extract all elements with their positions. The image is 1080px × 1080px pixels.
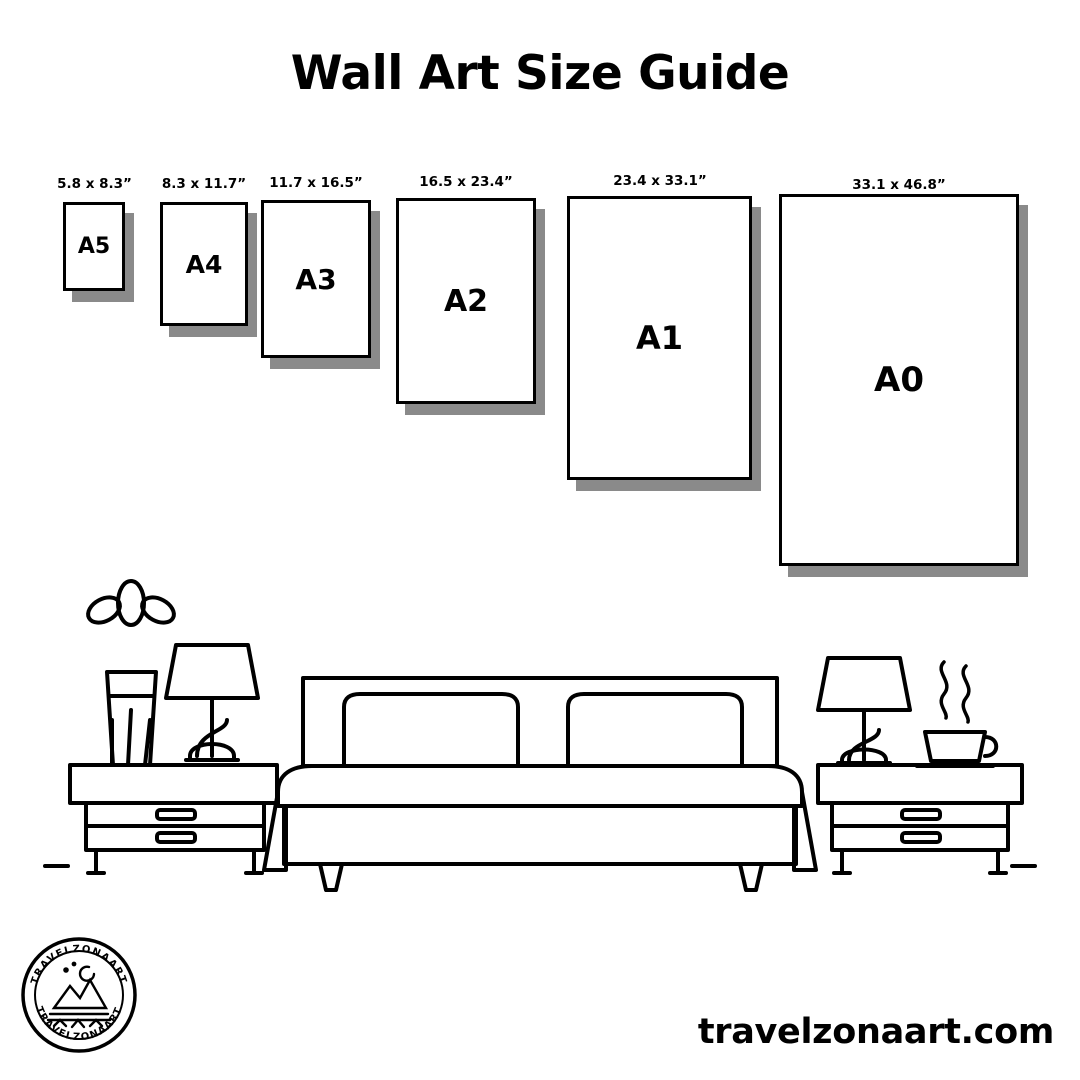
frame-a5: [63, 202, 125, 291]
website-url[interactable]: travelzonaart.com: [697, 1012, 1054, 1052]
frame-dimension-label-a3: 11.7 x 16.5”: [269, 175, 363, 191]
frame-a3: [261, 200, 371, 358]
plant-vase: [84, 581, 178, 765]
right-nightstand: [818, 765, 1022, 873]
frame-outline: [160, 202, 248, 326]
frame-outline: [63, 202, 125, 291]
bed: [264, 678, 816, 890]
frame-dimension-label-a4: 8.3 x 11.7”: [161, 176, 247, 192]
frame-dimension-label-a0: 33.1 x 46.8”: [852, 177, 946, 193]
left-nightstand: [70, 765, 277, 873]
frame-label-a5: A5: [77, 234, 111, 259]
frame-label-a1: A1: [635, 319, 684, 357]
svg-text:TRAVELZONAART: [33, 1005, 125, 1043]
frame-label-a3: A3: [295, 262, 337, 296]
frame-outline: [396, 198, 536, 404]
right-table-lamp: [818, 658, 910, 763]
frame-a4: [160, 202, 248, 326]
frame-a1: [567, 196, 752, 480]
frame-a2: [396, 198, 536, 404]
frame-label-a0: A0: [874, 360, 924, 400]
logo-text-top: TRAVELZONAART: [29, 943, 129, 986]
frame-a0: [779, 194, 1019, 566]
frame-outline: [261, 200, 371, 358]
frame-label-a4: A4: [185, 249, 223, 279]
frame-dimension-label-a1: 23.4 x 33.1”: [613, 173, 707, 189]
logo-text-bottom: TRAVELZONAART: [33, 1005, 125, 1044]
frame-outline: [567, 196, 752, 480]
frame-dimension-label-a2: 16.5 x 23.4”: [419, 174, 513, 190]
brand-logo: [14, 930, 144, 1060]
page-title: Wall Art Size Guide: [290, 46, 790, 101]
frame-label-a2: A2: [443, 283, 489, 319]
left-table-lamp: [166, 645, 258, 760]
coffee-cup: [917, 662, 996, 766]
frame-dimension-label-a5: 5.8 x 8.3”: [57, 176, 132, 192]
frame-outline: [779, 194, 1019, 566]
bedroom-illustration: [0, 560, 1080, 920]
